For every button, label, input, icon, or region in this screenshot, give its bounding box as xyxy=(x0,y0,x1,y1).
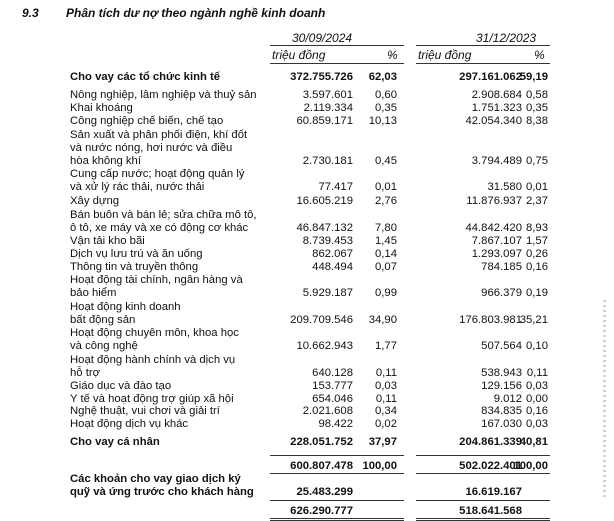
row-label: Hoạt động kinh doanh xyxy=(70,301,181,313)
header-rule-2024 xyxy=(270,45,404,46)
value-2023: 297.161.062 xyxy=(459,71,522,83)
row-label: Cho vay các tổ chức kinh tế xyxy=(70,71,221,83)
pct-2023-cell: 1,57 xyxy=(526,235,548,247)
pct-2023-cell: 0,75 xyxy=(526,155,548,167)
pct-2024-cell: 7,80 xyxy=(375,222,397,234)
value-2024: 654.046 xyxy=(312,393,353,405)
row-label: Nông nghiệp, lâm nghiệp và thuỷ sản xyxy=(70,89,257,101)
row-label: Bán buôn và bán lẻ; sửa chữa mô tô, xyxy=(70,209,257,221)
value-2023: 1.751.323 xyxy=(471,102,522,114)
value-2024: 2.021.608 xyxy=(302,405,353,417)
page-edge-shadow xyxy=(603,300,606,500)
pct-2024: % xyxy=(387,48,398,62)
value-2023: 502.022.401 xyxy=(459,460,522,472)
pct-2023-cell: 0,16 xyxy=(526,405,548,417)
column-date-2024: 30/09/2024 xyxy=(292,31,353,45)
table-row xyxy=(0,435,614,449)
table-row xyxy=(0,504,614,518)
pct-2024-cell: 100,00 xyxy=(362,460,397,472)
row-label: và nước nóng, hơi nước và điều xyxy=(70,142,233,154)
table-row xyxy=(0,141,614,155)
table-row xyxy=(0,286,614,300)
row-label: Hoạt động tài chính, ngân hàng và xyxy=(70,274,243,286)
value-2023: 2.908.684 xyxy=(471,89,522,101)
pct-2023-cell: 0,35 xyxy=(526,102,548,114)
pct-2023-cell: 0,11 xyxy=(526,367,548,379)
pct-2024-cell: 0,02 xyxy=(375,418,397,430)
pct-2024-cell: 0,60 xyxy=(375,89,397,101)
row-label: Sản xuất và phân phối điện, khí đốt xyxy=(70,129,248,141)
pct-2024-cell: 0,34 xyxy=(375,405,397,417)
unit-2024: triệu đồng xyxy=(272,48,326,62)
row-label: Hoạt động hành chính và dịch vụ xyxy=(70,354,236,366)
table-row xyxy=(0,208,614,222)
row-label: Nghệ thuật, vui chơi và giải trí xyxy=(70,405,220,417)
section-title: Phân tích dư nợ theo ngành nghề kinh doanh xyxy=(66,6,326,20)
pct-2024-cell: 0,11 xyxy=(375,393,397,405)
value-2023: 9.012 xyxy=(493,393,522,405)
value-2024: 228.051.752 xyxy=(290,436,353,448)
table-row xyxy=(0,247,614,261)
value-2023: 7.867.107 xyxy=(471,235,522,247)
row-label: Khai khoáng xyxy=(70,102,133,114)
subtotal-rule-top-2023 xyxy=(416,455,550,456)
row-label: Hoạt động dịch vụ khác xyxy=(70,418,189,430)
value-2024: 16.605.219 xyxy=(296,195,353,207)
value-2024: 372.755.726 xyxy=(290,71,353,83)
row-label: Vận tải kho bãi xyxy=(70,235,145,247)
total-rule-top-2023 xyxy=(416,500,550,501)
table-row xyxy=(0,485,614,499)
value-2023: 42.054.340 xyxy=(465,115,522,127)
pct-2023-cell: 2,37 xyxy=(526,195,548,207)
row-label: Công nghiệp chế biến, chế tạo xyxy=(70,115,224,127)
pct-2024-cell: 0,14 xyxy=(375,248,397,260)
table-row xyxy=(0,180,614,194)
unit-rule-2024 xyxy=(270,63,404,64)
value-2023: 966.379 xyxy=(481,287,522,299)
table-row xyxy=(0,459,614,473)
row-label: Dịch vụ lưu trú và ăn uống xyxy=(70,248,203,260)
value-2024: 153.777 xyxy=(312,380,353,392)
value-2024: 3.597.601 xyxy=(302,89,353,101)
value-2023: 176.803.981 xyxy=(459,314,522,326)
row-label: Cung cấp nước; hoạt động quản lý xyxy=(70,168,245,180)
value-2024: 640.128 xyxy=(312,367,353,379)
table-row xyxy=(0,353,614,367)
column-date-2023: 31/12/2023 xyxy=(476,31,537,45)
row-label: Hoạt động chuyên môn, khoa học xyxy=(70,327,239,339)
row-label: Xây dựng xyxy=(70,195,120,207)
value-2023: 129.156 xyxy=(481,380,522,392)
table-row xyxy=(0,70,614,84)
pct-2024-cell: 62,03 xyxy=(368,71,397,83)
value-2023: 518.641.568 xyxy=(459,505,522,517)
pct-2024-cell: 37,97 xyxy=(368,436,397,448)
table-row xyxy=(0,472,614,486)
total-rule-top-2024 xyxy=(270,500,404,501)
table-row xyxy=(0,339,614,353)
row-label: ô tô, xe máy và xe có động cơ khác xyxy=(70,222,249,234)
table-row xyxy=(0,326,614,340)
row-label: Giáo dục và đào tạo xyxy=(70,380,172,392)
table-row xyxy=(0,221,614,235)
unit-2023: triệu đồng xyxy=(418,48,472,62)
value-2023: 784.185 xyxy=(481,261,522,273)
value-2024: 862.067 xyxy=(312,248,353,260)
table-row xyxy=(0,404,614,418)
value-2024: 2.119.334 xyxy=(303,102,353,114)
value-2024: 10.662.943 xyxy=(296,340,353,352)
table-row xyxy=(0,154,614,168)
pct-2023-cell: 35,21 xyxy=(519,314,548,326)
value-2024: 209.709.546 xyxy=(290,314,353,326)
row-label: quỹ và ứng trước cho khách hàng xyxy=(70,486,254,498)
table-row xyxy=(0,273,614,287)
pct-2024-cell: 0,45 xyxy=(375,155,397,167)
value-2024: 60.859.171 xyxy=(296,115,353,127)
value-2023: 167.030 xyxy=(481,418,522,430)
subtotal-rule-bottom-2024 xyxy=(270,473,404,474)
table-row xyxy=(0,366,614,380)
pct-2024-cell: 0,07 xyxy=(375,261,397,273)
pct-2024-cell: 1,45 xyxy=(375,235,397,247)
row-label: Cho vay cá nhân xyxy=(70,436,160,448)
value-2023: 507.564 xyxy=(481,340,522,352)
row-label: hòa không khí xyxy=(70,155,141,167)
pct-2024-cell: 2,76 xyxy=(375,195,397,207)
pct-2023-cell: 0,00 xyxy=(526,393,548,405)
pct-2023-cell: 59,19 xyxy=(519,71,548,83)
row-label: bất động sản xyxy=(70,314,136,326)
section-number: 9.3 xyxy=(22,6,39,20)
pct-2024-cell: 0,99 xyxy=(375,287,397,299)
table-row xyxy=(0,300,614,314)
value-2024: 448.494 xyxy=(312,261,353,273)
value-2023: 834.835 xyxy=(481,405,522,417)
row-label: và công nghệ xyxy=(70,340,138,352)
value-2024: 5.929.187 xyxy=(302,287,353,299)
pct-2024-cell: 0,11 xyxy=(375,367,397,379)
value-2023: 44.842.420 xyxy=(465,222,522,234)
pct-2023-cell: 0,16 xyxy=(526,261,548,273)
table-row xyxy=(0,88,614,102)
pct-2023-cell: 0,03 xyxy=(526,380,548,392)
value-2024: 98.422 xyxy=(318,418,353,430)
value-2024: 8.739.453 xyxy=(302,235,353,247)
subtotal-rule-top-2024 xyxy=(270,455,404,456)
pct-2023-cell: 0,26 xyxy=(526,248,548,260)
pct-2023-cell: 8,93 xyxy=(526,222,548,234)
value-2023: 204.861.339 xyxy=(459,436,522,448)
value-2023: 31.580 xyxy=(487,181,522,193)
pct-2023-cell: 40,81 xyxy=(519,436,548,448)
value-2023: 1.293.097 xyxy=(471,248,522,260)
pct-2024-cell: 0,35 xyxy=(375,102,397,114)
row-label: Y tế và hoạt động trợ giúp xã hội xyxy=(70,393,234,405)
table-row xyxy=(0,114,614,128)
row-label: Thông tin và truyền thông xyxy=(70,261,199,273)
value-2024: 600.807.478 xyxy=(290,460,353,472)
table-row xyxy=(0,128,614,142)
pct-2023-cell: 0,58 xyxy=(526,89,548,101)
table-row xyxy=(0,234,614,248)
row-label: Các khoản cho vay giao dịch ký xyxy=(70,473,241,485)
value-2023: 16.619.167 xyxy=(465,486,522,498)
subtotal-rule-bottom-2023 xyxy=(416,473,550,474)
pct-2023-cell: 0,01 xyxy=(526,181,548,193)
value-2024: 77.417 xyxy=(318,181,353,193)
pct-2023-cell: 0,19 xyxy=(526,287,548,299)
unit-rule-2023 xyxy=(416,63,550,64)
value-2024: 46.847.132 xyxy=(296,222,353,234)
table-row xyxy=(0,167,614,181)
header-rule-2023 xyxy=(416,45,550,46)
value-2024: 25.483.299 xyxy=(296,486,353,498)
row-label: bảo hiểm xyxy=(70,287,117,299)
pct-2023: % xyxy=(534,48,545,62)
table-row xyxy=(0,379,614,393)
table-row xyxy=(0,260,614,274)
pct-2023-cell: 0,10 xyxy=(526,340,548,352)
pct-2023-cell: 8,38 xyxy=(526,115,548,127)
table-row xyxy=(0,194,614,208)
value-2023: 538.943 xyxy=(481,367,522,379)
pct-2023-cell: 0,03 xyxy=(526,418,548,430)
pct-2024-cell: 34,90 xyxy=(368,314,397,326)
pct-2024-cell: 10,13 xyxy=(368,115,397,127)
value-2024: 2.730.181 xyxy=(302,155,353,167)
row-label: hỗ trợ xyxy=(70,367,101,379)
value-2023: 3.794.489 xyxy=(471,155,522,167)
pct-2023-cell: 100,00 xyxy=(513,460,548,472)
table-row xyxy=(0,313,614,327)
row-label: và xử lý rác thải, nước thải xyxy=(70,181,205,193)
value-2024: 626.290.777 xyxy=(290,505,353,517)
value-2023: 11.876.937 xyxy=(466,195,522,207)
pct-2024-cell: 1,77 xyxy=(375,340,397,352)
table-row xyxy=(0,417,614,431)
pct-2024-cell: 0,03 xyxy=(375,380,397,392)
table-row xyxy=(0,101,614,115)
pct-2024-cell: 0,01 xyxy=(375,181,397,193)
